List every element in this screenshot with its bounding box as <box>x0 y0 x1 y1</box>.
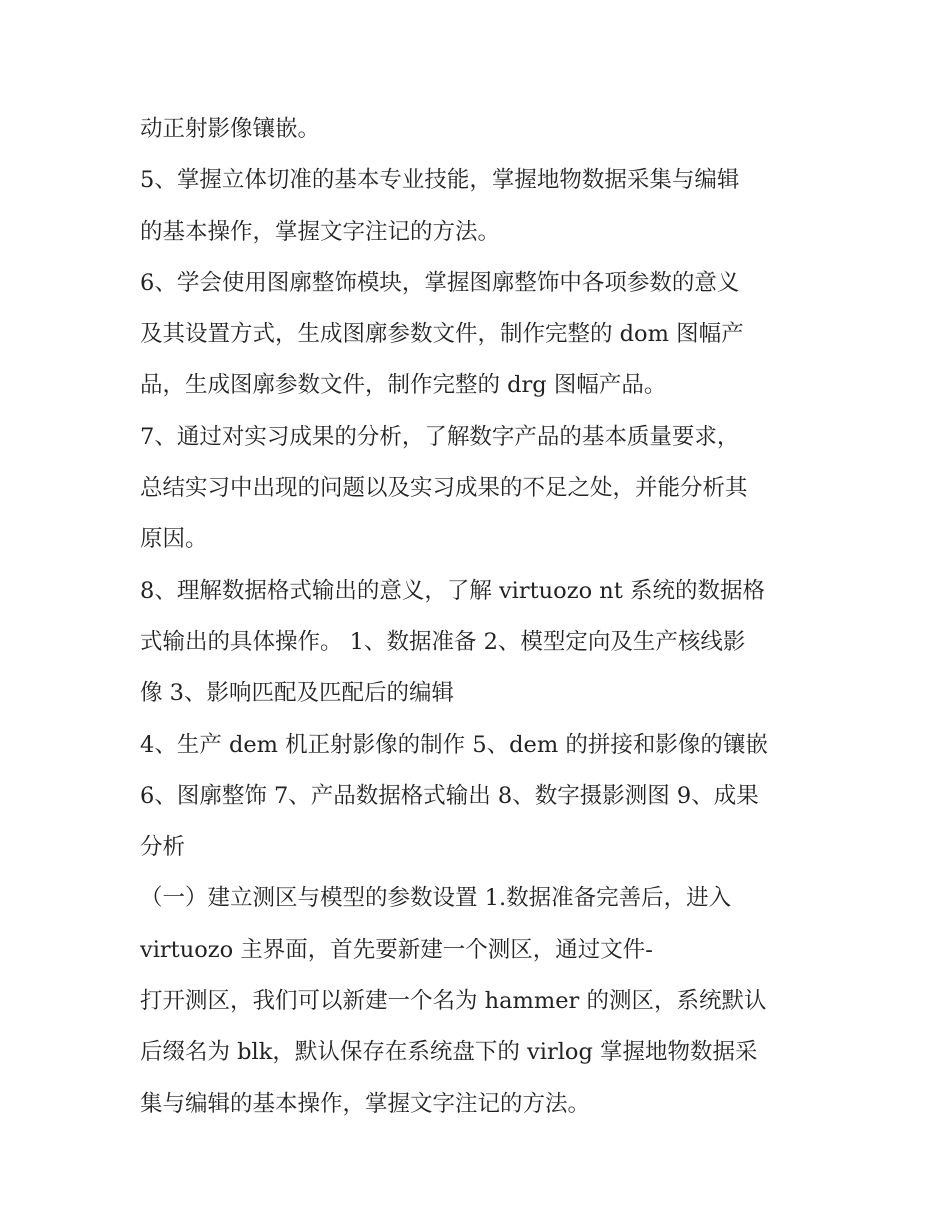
body-text <box>140 104 830 1130</box>
text-line: 6、图廓整饰 7、产品数据格式输出 8、数字摄影测图 9、成果 <box>140 782 759 809</box>
text-line: 5、掌握立体切准的基本专业技能，掌握地物数据采集与编辑 <box>140 167 740 194</box>
text-line: （一）建立测区与模型的参数设置 1.数据准备完善后，进入 <box>140 885 732 912</box>
text-line: 式输出的具体操作。 1、数据准备 2、模型定向及生产核线影 <box>140 628 746 655</box>
text-line: 原因。 <box>140 526 208 553</box>
text-line: 及其设置方式，生成图廓参数文件，制作完整的 dom 图幅产 <box>140 321 744 348</box>
text-line: 分析 <box>140 834 186 861</box>
text-line: virtuozo 主界面，首先要新建一个测区，通过文件- <box>140 936 653 963</box>
text-line: 品，生成图廓参数文件，制作完整的 drg 图幅产品。 <box>140 372 667 399</box>
text-line: 像 3、影响匹配及匹配后的编辑 <box>140 680 454 707</box>
text-line: 总结实习中出现的问题以及实习成果的不足之处，并能分析其 <box>140 475 748 502</box>
text-line: 6、学会使用图廓整饰模块，掌握图廓整饰中各项参数的意义 <box>140 269 740 296</box>
text-line: 集与编辑的基本操作，掌握文字注记的方法。 <box>140 1090 591 1117</box>
text-line: 动正射影像镶嵌。 <box>140 116 321 142</box>
text-line: 的基本操作，掌握文字注记的方法。 <box>140 218 501 245</box>
text-line: 后缀名为 blk，默认保存在系统盘下的 virlog 掌握地物数据采 <box>140 1039 758 1066</box>
text-line: 4、生产 dem 机正射影像的制作 5、dem 的拼接和影像的镶嵌 <box>140 731 768 758</box>
text-line: 打开测区，我们可以新建一个名为 hammer 的测区，系统默认 <box>140 988 767 1015</box>
text-line: 8、理解数据格式输出的意义，了解 virtuozo nt 系统的数据格 <box>140 577 765 604</box>
text-line: 7、通过对实习成果的分析，了解数字产品的基本质量要求， <box>140 423 740 450</box>
